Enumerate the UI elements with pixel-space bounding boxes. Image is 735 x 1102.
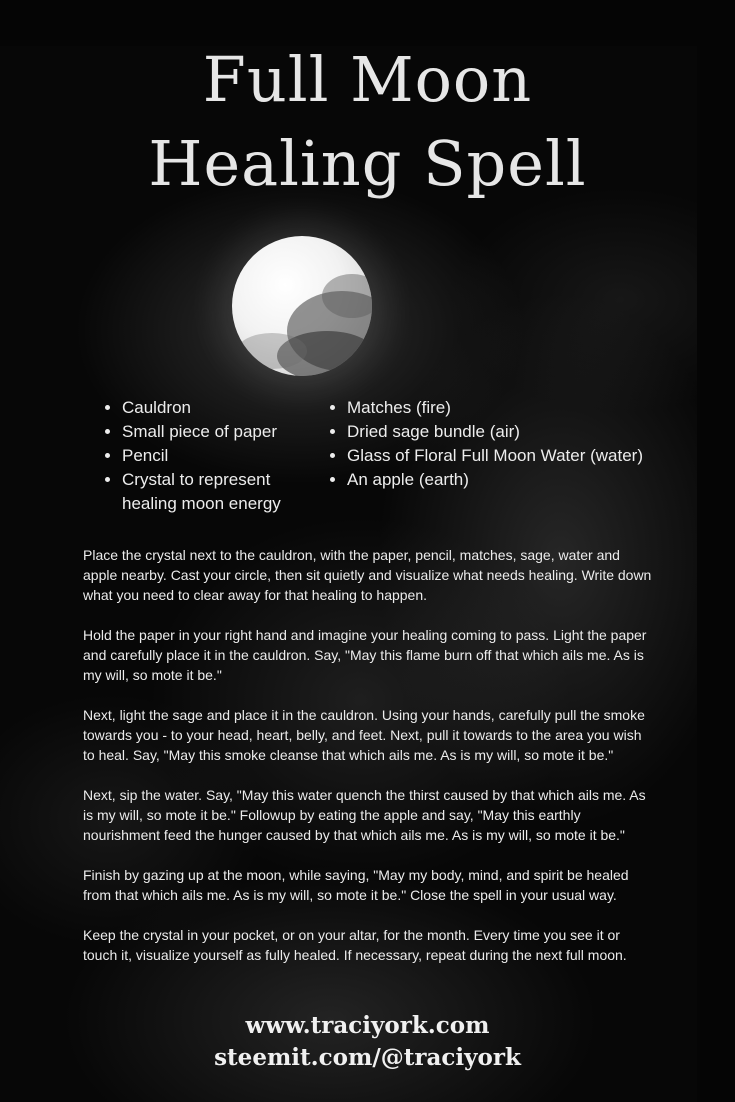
instruction-paragraph: Next, sip the water. Say, "May this water quench the thirst caused by that which ails me. As is my will, so mote it be." Followup by eating the apple and say, "May this earthly nourishment feed the hunger caused by that which ails me. As is my will, so mote it be." <box>83 787 646 843</box>
moon-cloud-shading <box>232 236 372 376</box>
title-line-2: Healing Spell <box>148 127 587 200</box>
list-item: • Cauldron <box>122 396 312 420</box>
list-item: • Crystal to represent healing moon energy <box>122 468 312 516</box>
instruction-paragraph: Next, light the sage and place it in the cauldron. Using your hands, carefully pull the smoke towards you - to your head, heart, belly, and feet. Next, pull it towards to the area you wish to heal. Say, "May this smoke cleanse that which ails me. As is my will, so mote it be." <box>83 707 645 763</box>
list-item: • Dried sage bundle (air) <box>347 420 677 444</box>
instruction-paragraph: Place the crystal next to the cauldron, with the paper, pencil, matches, sage, water and apple nearby. Cast your circle, then sit quietly and visualize what needs healing. Write down what you need to clear away for that healing to happen. <box>83 547 652 603</box>
spell-instructions <box>83 545 653 985</box>
steemit-credit: steemit.com/@traciyork <box>214 1044 521 1071</box>
list-item: • Glass of Floral Full Moon Water (water) <box>347 444 677 468</box>
instruction-paragraph: Keep the crystal in your pocket, or on your altar, for the month. Every time you see it or touch it, visualize yourself as fully healed. If necessary, repeat during the next full moon. <box>83 927 627 963</box>
supplies-list-right <box>327 396 677 492</box>
instruction-paragraph: Finish by gazing up at the moon, while saying, "May my body, mind, and spirit be healed from that which ails me. As is my will, so mote it be." Close the spell in your usual way. <box>83 867 629 903</box>
title-line-1: Full Moon <box>202 43 533 116</box>
list-item: • Small piece of paper <box>122 420 312 444</box>
list-item: • Pencil <box>122 444 312 468</box>
supplies-list-left <box>102 396 312 516</box>
list-item: • Matches (fire) <box>347 396 677 420</box>
instruction-paragraph: Hold the paper in your right hand and imagine your healing coming to pass. Light the paper and carefully place it in the cauldron. Say, "May this flame burn off that which ails me. As is my will, so mote it be." <box>83 627 647 683</box>
page-title <box>0 38 735 206</box>
full-moon-image <box>232 236 372 376</box>
list-item: • An apple (earth) <box>347 468 677 492</box>
website-credit: www.traciyork.com <box>245 1012 490 1039</box>
